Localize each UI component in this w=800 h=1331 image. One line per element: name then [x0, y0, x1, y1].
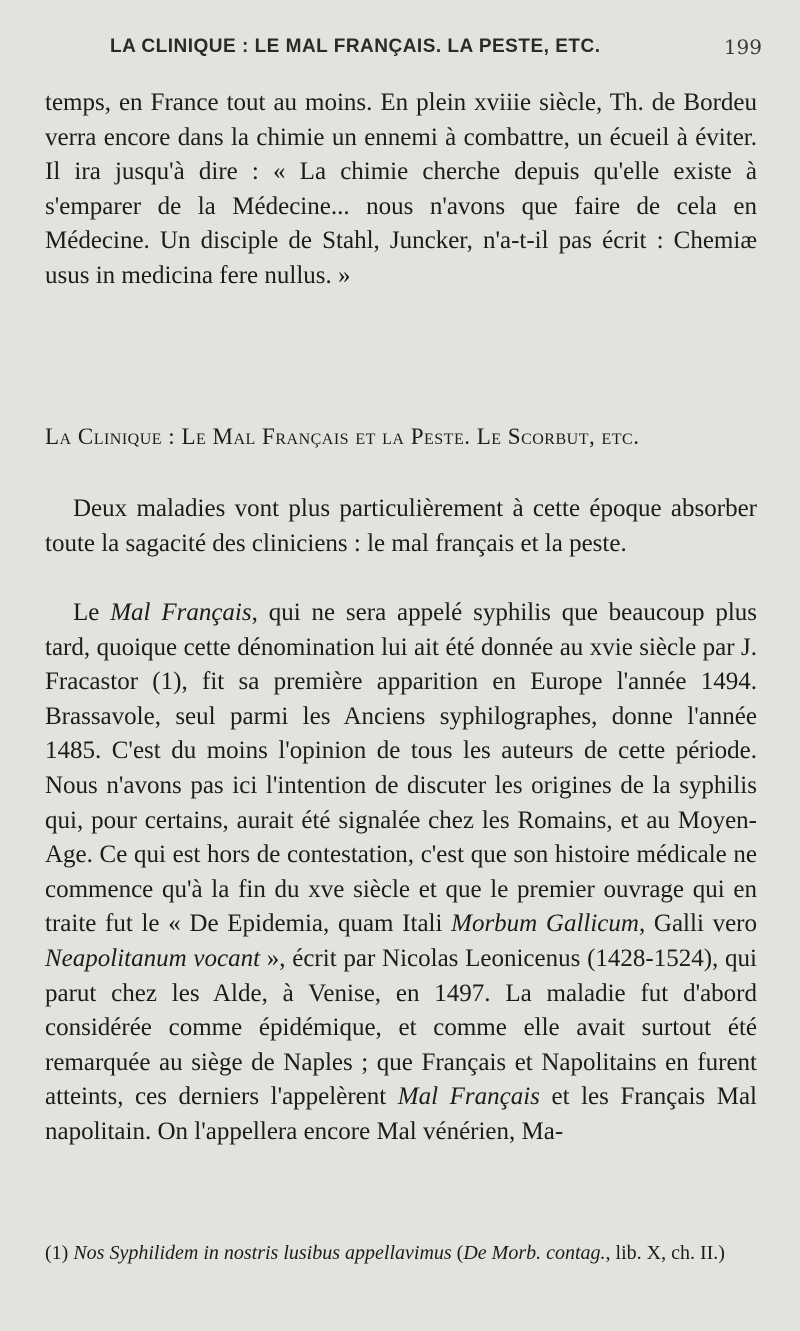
page-number: 199: [723, 35, 762, 59]
running-header: [110, 30, 770, 64]
footnote-latin: Nos Syphilidem in nostris lusibus appellavimus: [73, 1242, 452, 1264]
italic-term: Mal Français: [397, 1083, 540, 1111]
paragraph-mal-francais: [45, 596, 757, 1150]
section-heading: La Clinique : Le Mal Français et la Peste. Le Scorbut, etc.: [45, 424, 640, 449]
text-run: , Galli vero: [638, 910, 757, 938]
text-run: (: [451, 1242, 464, 1264]
text-run: Le: [73, 599, 111, 626]
footnote: [45, 1240, 757, 1267]
paragraph-chemistry: temps, en France tout au moins. En plein xviiie siècle, Th. de Bordeu verra encore dans la chimie un ennemi à combattre, un écueil à éviter. Il ira jusqu'à dire : « La chimie cherche depuis qu'elle existe à s'emparer de la Médecine... nous n'avons que faire de cela en Médecine. Un disciple de Stahl, Juncker, n'a-t-il pas écrit : Chemiæ usus in medicina fere nullus. »: [45, 89, 757, 289]
text-run: , qui ne sera appelé syphilis que beaucoup plus tard, quoique cette dénomination lui ait été donnée au xvie siècle par J. Fracastor (1), fit sa première apparition en Europe l'année 1494. Brassavole, seul parmi les Anciens syphilographes, donne l'année 1485. C'est du moins l'opinion de tous les auteurs de cette période. Nous n'avons pas ici l'intention de discuter les origines de la syphilis qui, pour certains, aurait été signalée chez les Romains, et au Moyen-Age. Ce qui est hors de contestation, c'est que son histoire médicale ne commence qu'à la fin du xve siècle et que le premier ouvrage qui en traite fut le « De Epidemia, quam Itali: [45, 599, 757, 938]
text-run: », écrit par Nicolas Leonicenus (1428-1524), qui parut chez les Alde, à Venise, en 1497. La maladie fut d'abord considérée comme épidémique, et comme elle avait surtout été remarquée au siège de Naples ; que Français et Napolitains en furent atteints, ces derniers l'appelèrent: [45, 944, 757, 1111]
italic-term: Morbum Gallicum: [451, 910, 639, 938]
text-run: , lib. X, ch. II.): [605, 1242, 725, 1264]
running-title: LA CLINIQUE : LE MAL FRANÇAIS. LA PESTE, ETC.: [110, 36, 601, 57]
footnote-marker: (1): [45, 1242, 74, 1264]
italic-term: Neapolitanum vocant: [45, 944, 261, 972]
footnote-source: De Morb. contag.: [463, 1242, 606, 1264]
text-run: et les Français Mal napolitain. On l'appellera encore Mal vénérien, Ma-: [45, 1083, 757, 1145]
italic-term: Mal Français: [110, 599, 252, 626]
paragraph-two-diseases: Deux maladies vont plus particulièrement à cette époque absorber toute la sagacité des cliniciens : le mal français et la peste.: [45, 495, 757, 557]
